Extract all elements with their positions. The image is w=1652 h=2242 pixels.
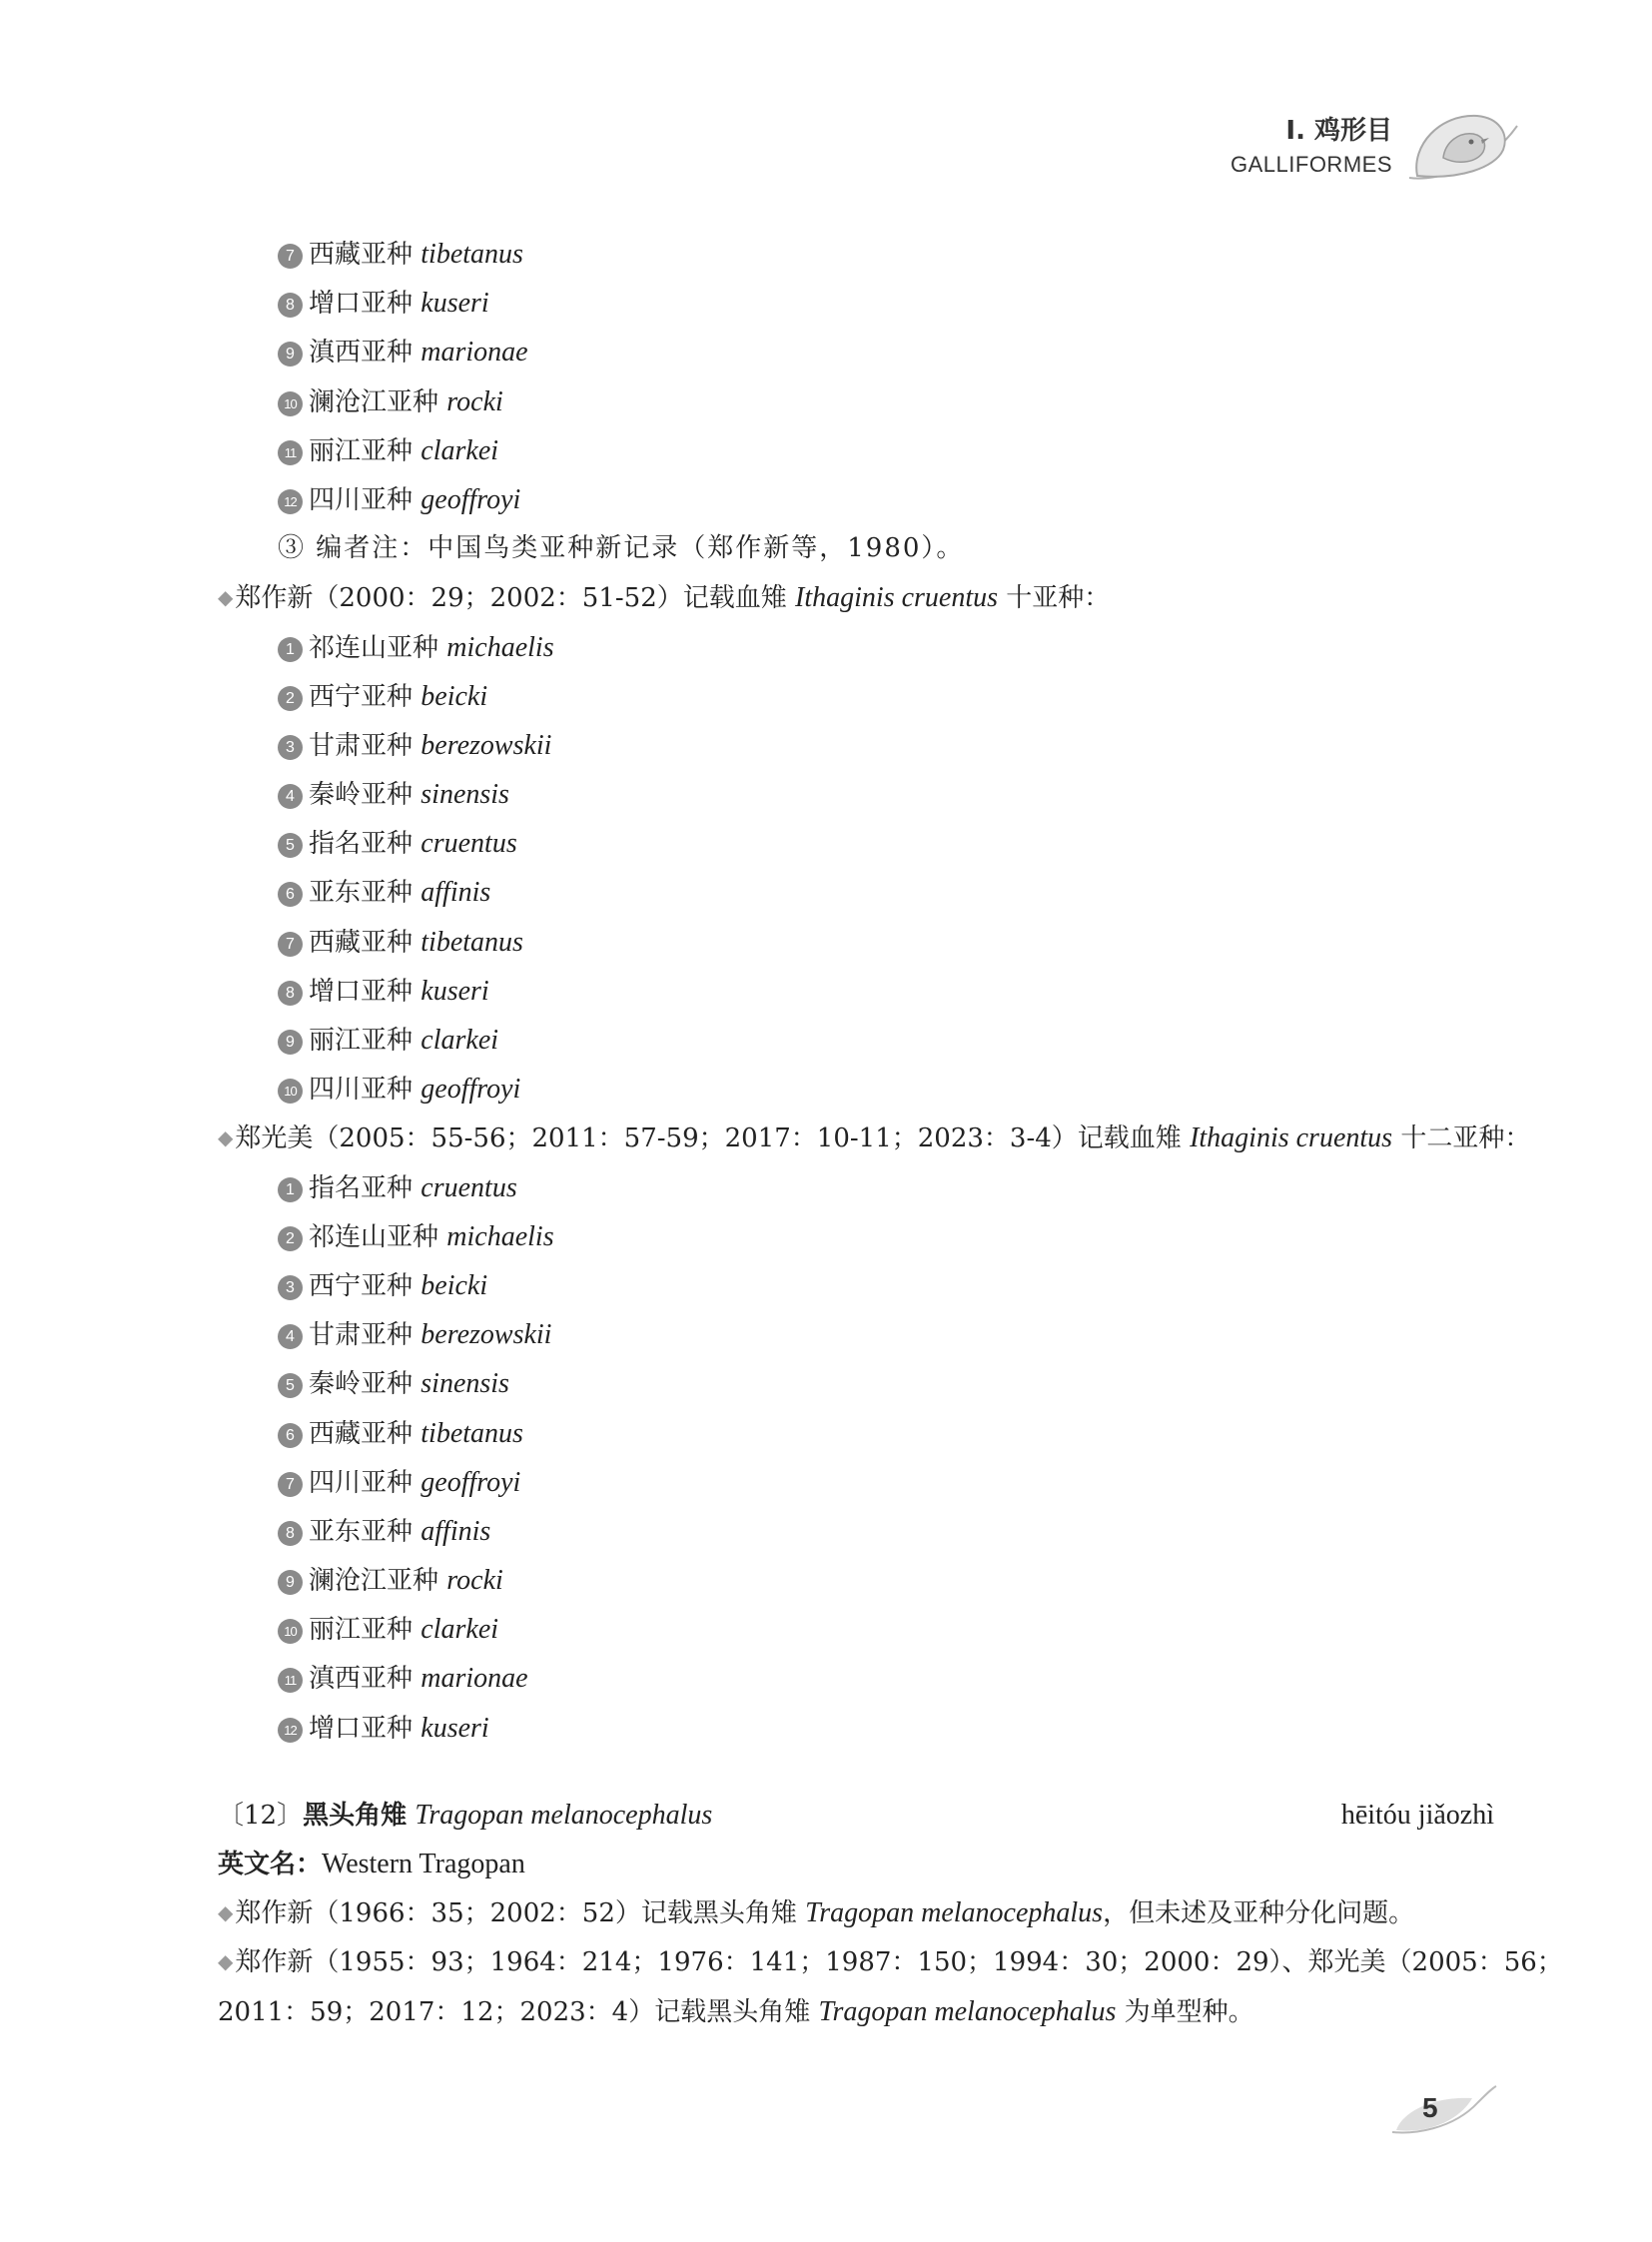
list-item — [218, 230, 1476, 279]
subspecies-name-zh: 滇西亚种 — [309, 1664, 413, 1695]
list-item — [218, 426, 1476, 475]
circled-number-icon: 10 — [278, 391, 303, 416]
species-heading — [218, 1791, 1494, 1840]
circled-number-icon: 6 — [278, 1423, 303, 1448]
list-item — [218, 377, 1476, 426]
circled-number-icon: 8 — [278, 1521, 303, 1546]
subspecies-name-zh: 西藏亚种 — [309, 1418, 413, 1449]
circled-number-icon: 7 — [278, 244, 303, 269]
circled-number-icon: 2 — [278, 686, 303, 711]
subspecies-scientific-name: tibetanus — [420, 1417, 523, 1449]
species-scientific-name: Tragopan melanocephalus — [414, 1799, 713, 1831]
paragraph-zheng-guangmei-ithaginis — [218, 1114, 1531, 1162]
english-name-line — [218, 1840, 1476, 1888]
order-title-en: GALLIFORMES — [1231, 152, 1392, 177]
list-item — [218, 1310, 1476, 1359]
list-item — [218, 1654, 1476, 1703]
scientific-name: Ithaginis cruentus — [795, 582, 999, 614]
subspecies-scientific-name: cruentus — [420, 1171, 517, 1203]
circled-number-icon: 7 — [278, 1472, 303, 1497]
circled-number-icon: 11 — [278, 1668, 303, 1693]
paragraph-zheng-zuoxin-tragopan — [218, 1888, 1476, 1937]
subspecies-list-a — [218, 230, 1476, 524]
circled-number-icon: 9 — [278, 342, 303, 367]
subspecies-scientific-name: berezowskii — [420, 1319, 552, 1351]
species-name-zh: 黑头角雉 — [303, 1800, 408, 1831]
list-item — [218, 1409, 1476, 1458]
list-item — [218, 1212, 1476, 1261]
editor-note: ③ 编者注：中国鸟类亚种新记录（郑作新等，1980）。 — [278, 533, 965, 564]
subspecies-scientific-name: geoffroyi — [420, 1074, 521, 1106]
subspecies-scientific-name: rocki — [446, 1565, 503, 1597]
scientific-name: Tragopan melanocephalus — [818, 1995, 1117, 2027]
circled-number-icon: 12 — [278, 489, 303, 514]
circled-number-icon: 12 — [278, 1718, 303, 1743]
paragraph-monotypic-line2 — [218, 1987, 1476, 2036]
para-text: ，但未述及亚种分化问题。 — [1103, 1898, 1415, 1929]
diamond-bullet-icon: ◆ — [218, 1900, 234, 1925]
subspecies-scientific-name: kuseri — [420, 1712, 489, 1744]
feather-icon — [1382, 2082, 1502, 2142]
list-item — [218, 1605, 1476, 1654]
para-text: 郑光美（2005：55-56；2011：57-59；2017：10-11；2023：3-4）记载血雉 — [235, 1123, 1191, 1154]
circled-number-icon: 3 — [278, 735, 303, 760]
subspecies-name-zh: 甘肃亚种 — [309, 1320, 413, 1351]
circled-number-icon: 10 — [278, 1619, 303, 1644]
list-item — [218, 1507, 1476, 1556]
para-text: 郑作新（2000：29；2002：51-52）记载血雉 — [235, 583, 796, 614]
subspecies-scientific-name: michaelis — [446, 631, 554, 663]
para-text: 十亚种： — [998, 583, 1111, 614]
subspecies-list-b — [218, 623, 1476, 1115]
list-item — [218, 819, 1476, 868]
subspecies-scientific-name: kuseri — [420, 288, 489, 320]
subspecies-name-zh: 西藏亚种 — [309, 240, 413, 270]
circled-number-icon: 1 — [278, 637, 303, 662]
list-item — [218, 918, 1476, 967]
subspecies-name-zh: 丽江亚种 — [309, 1615, 413, 1646]
list-item — [218, 1016, 1476, 1065]
list-item — [218, 1458, 1476, 1507]
subspecies-scientific-name: clarkei — [420, 434, 499, 466]
para-text: 十二亚种： — [1392, 1123, 1531, 1154]
subspecies-name-zh: 增口亚种 — [309, 976, 413, 1007]
circled-number-icon: 10 — [278, 1079, 303, 1104]
paragraph-monotypic-line1 — [218, 1937, 1563, 1986]
subspecies-scientific-name: kuseri — [420, 975, 489, 1007]
subspecies-name-zh: 秦岭亚种 — [309, 1369, 413, 1400]
circled-number-icon: 6 — [278, 882, 303, 907]
subspecies-name-zh: 指名亚种 — [309, 829, 413, 860]
subspecies-scientific-name: geoffroyi — [420, 483, 521, 515]
para-text: 郑作新（1955：93；1964：214；1976：141；1987：150；1994：30；2000：29）、郑光美（2005：56； — [235, 1947, 1563, 1978]
paragraph-zheng-zuoxin-ithaginis — [218, 573, 1476, 622]
page-number: 5 — [1422, 2092, 1438, 2123]
english-name-label: 英文名： — [218, 1850, 323, 1879]
subspecies-scientific-name: cruentus — [420, 828, 517, 860]
subspecies-name-zh: 甘肃亚种 — [309, 730, 413, 761]
list-item — [218, 328, 1476, 376]
subspecies-name-zh: 澜沧江亚种 — [309, 386, 439, 417]
subspecies-scientific-name: sinensis — [420, 1368, 509, 1400]
circled-number-icon: 3 — [278, 1275, 303, 1300]
subspecies-name-zh: 增口亚种 — [309, 1713, 413, 1744]
subspecies-name-zh: 丽江亚种 — [309, 435, 413, 466]
subspecies-name-zh: 亚东亚种 — [309, 1516, 413, 1547]
circled-number-icon: 2 — [278, 1226, 303, 1251]
list-item — [218, 475, 1476, 524]
subspecies-list-c — [218, 1163, 1476, 1753]
subspecies-name-zh: 西宁亚种 — [309, 681, 413, 712]
subspecies-name-zh: 秦岭亚种 — [309, 780, 413, 811]
subspecies-scientific-name: berezowskii — [420, 729, 552, 761]
subspecies-name-zh: 四川亚种 — [309, 484, 413, 515]
circled-number-icon: 4 — [278, 784, 303, 809]
subspecies-name-zh: 澜沧江亚种 — [309, 1566, 439, 1597]
para-text: 为单型种。 — [1116, 1996, 1254, 2027]
para-text: 2011：59；2017：12；2023：4）记载黑头角雉 — [218, 1996, 819, 2027]
subspecies-name-zh: 亚东亚种 — [309, 878, 413, 909]
subspecies-name-zh: 增口亚种 — [309, 289, 413, 320]
subspecies-scientific-name: clarkei — [420, 1614, 499, 1646]
list-item — [218, 672, 1476, 721]
list-item — [218, 1163, 1476, 1212]
circled-number-icon: 5 — [278, 1373, 303, 1398]
subspecies-scientific-name: beicki — [420, 680, 488, 712]
list-item — [218, 1704, 1476, 1753]
list-item — [218, 868, 1476, 917]
diamond-bullet-icon: ◆ — [218, 1949, 234, 1974]
circled-number-icon: 4 — [278, 1324, 303, 1349]
list-item — [218, 1556, 1476, 1605]
circled-number-icon: 9 — [278, 1030, 303, 1055]
subspecies-scientific-name: affinis — [420, 877, 491, 909]
bird-leaf-icon — [1399, 106, 1527, 186]
subspecies-scientific-name: clarkei — [420, 1025, 499, 1056]
subspecies-name-zh: 祁连山亚种 — [309, 632, 439, 663]
subspecies-name-zh: 丽江亚种 — [309, 1026, 413, 1056]
subspecies-scientific-name: sinensis — [420, 779, 509, 811]
subspecies-name-zh: 四川亚种 — [309, 1467, 413, 1498]
circled-number-icon: 8 — [278, 981, 303, 1006]
circled-number-icon: 1 — [278, 1177, 303, 1202]
circled-number-icon: 5 — [278, 833, 303, 858]
diamond-bullet-icon: ◆ — [218, 1125, 234, 1150]
scientific-name: Tragopan melanocephalus — [805, 1897, 1104, 1929]
subspecies-name-zh: 西宁亚种 — [309, 1270, 413, 1301]
species-pinyin: hēitóu jiǎozhì — [1340, 1799, 1494, 1831]
subspecies-name-zh: 指名亚种 — [309, 1172, 413, 1203]
subspecies-name-zh: 四川亚种 — [309, 1075, 413, 1106]
subspecies-scientific-name: geoffroyi — [420, 1466, 521, 1498]
species-index: 〔12〕 — [218, 1800, 304, 1831]
page-header — [1228, 108, 1547, 188]
subspecies-scientific-name: tibetanus — [420, 239, 523, 270]
circled-number-icon: 7 — [278, 932, 303, 957]
list-item — [218, 721, 1476, 770]
subspecies-name-zh: 西藏亚种 — [309, 927, 413, 958]
circled-number-icon: 11 — [278, 440, 303, 465]
subspecies-name-zh: 祁连山亚种 — [309, 1221, 439, 1252]
list-item — [218, 967, 1476, 1016]
list-item — [218, 279, 1476, 328]
subspecies-scientific-name: rocki — [446, 385, 503, 417]
main-content — [218, 230, 1563, 2036]
list-item — [218, 770, 1476, 819]
english-name: Western Tragopan — [322, 1849, 525, 1879]
list-item — [218, 623, 1476, 672]
page-footer — [1382, 2082, 1502, 2142]
list-item — [218, 1261, 1476, 1310]
scientific-name: Ithaginis cruentus — [1190, 1122, 1393, 1154]
list-item — [218, 1359, 1476, 1408]
circled-number-icon: 9 — [278, 1570, 303, 1595]
circled-number-icon: 8 — [278, 293, 303, 318]
list-item — [218, 1065, 1476, 1114]
subspecies-name-zh: 滇西亚种 — [309, 338, 413, 369]
subspecies-scientific-name: marionae — [420, 1663, 528, 1695]
subspecies-scientific-name: marionae — [420, 337, 528, 369]
diamond-bullet-icon: ◆ — [218, 585, 234, 610]
para-text: 郑作新（1966：35；2002：52）记载黑头角雉 — [235, 1898, 806, 1929]
subspecies-scientific-name: beicki — [420, 1269, 488, 1301]
subspecies-scientific-name: michaelis — [446, 1220, 554, 1252]
order-title-zh: Ⅰ. 鸡形目 — [1285, 116, 1392, 146]
subspecies-scientific-name: affinis — [420, 1515, 491, 1547]
subspecies-scientific-name: tibetanus — [420, 926, 523, 958]
